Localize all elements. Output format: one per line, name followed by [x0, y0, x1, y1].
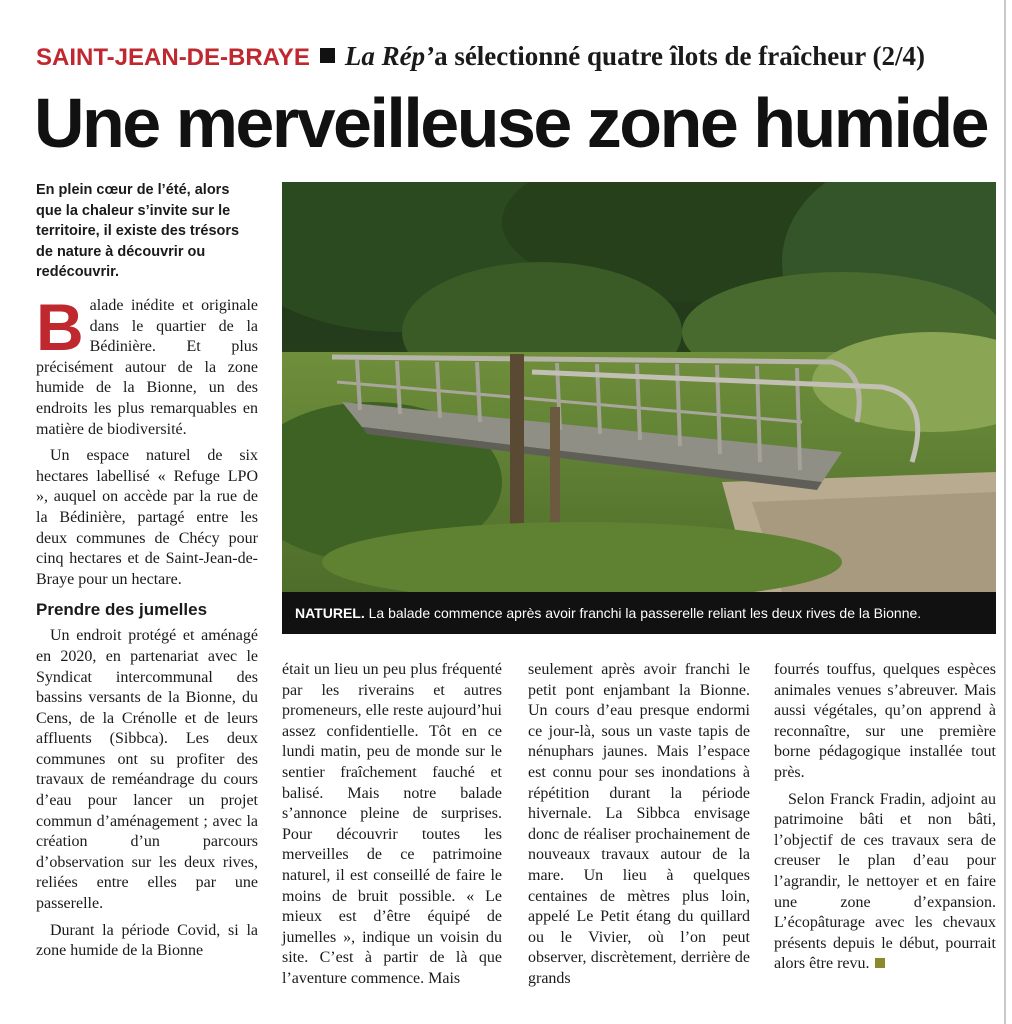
- paragraph-covid-start: Durant la période Covid, si la zone humide de la Bionne: [36, 921, 258, 960]
- photo-caption: [282, 592, 996, 634]
- subheading: Prendre des jumelles: [36, 600, 208, 620]
- paragraph-sibbca: Un endroit protégé et aménagé en 2020, en partenariat avec le Syndicat intercommunal des bassins versants de la Bionne, du Cens, de la Crénolle et de leurs affluents (Sibbca). Les deux communes ont su profiter des travaux de reméandrage du cours d’eau pour lancer un projet commun d’aménagement ; avec la création d’un parcours d’observation sur les deux rives, reliées entre elles par une passerelle.: [36, 627, 258, 913]
- headline: Une merveilleuse zone humide: [34, 84, 988, 162]
- paragraph-refuge: Un espace naturel de six hectares labellisé « Refuge LPO », auquel on accède par la rue de la Bédinière, partagé entre les deux communes de Chécy pour cinq hectares et de Saint-Jean-de-Braye pour un hectare.: [36, 447, 258, 588]
- paragraph-pont: seulement après avoir franchi le petit pont enjambant la Bionne. Un cours d’eau presque endormi ce jour-là, sous un vaste tapis de nénuphars jaunes. Mais l’espace est connu pour ses inondations à répétition durant la période hivernale. La Sibbca envisage donc de réaliser prochainement de nouveaux travaux autour de la mare. Un lieu à quelques centaines de mètres plus loin, appelé Le Petit étang du quillard ou le Vivier, où l’on peut observer, discrètement, derrière de grands: [528, 661, 750, 987]
- kicker-square-icon: [320, 48, 335, 63]
- article-column-1: [36, 290, 258, 968]
- paragraph-especes: fourrés touffus, quelques espèces animales venues s’abreuver. Mais aussi végétales, qu’on apprend à reconnaître, sur une première borne pédagogique installée tout près.: [774, 661, 996, 781]
- end-mark-icon: [875, 958, 885, 968]
- kicker-text: a sélectionné quatre îlots de fraîcheur (2/4): [434, 41, 925, 71]
- kicker: [36, 38, 996, 74]
- article-photo: [282, 182, 996, 634]
- footbridge-photo-illustration: [282, 182, 996, 592]
- article-column-2: [282, 660, 502, 996]
- paragraph-intro: [36, 290, 258, 440]
- drop-cap: B: [36, 290, 84, 364]
- kicker-location: SAINT-JEAN-DE-BRAYE: [36, 44, 310, 71]
- article-column-3: [528, 660, 750, 996]
- kicker-publication: La Rép’: [344, 41, 435, 71]
- caption-text: La balade commence après avoir franchi la passerelle reliant les deux rives de la Bionne.: [368, 605, 922, 621]
- paragraph-covid-cont: était un lieu un peu plus fréquenté par les riverains et autres promeneurs, elle reste aujourd’hui assez confidentielle. Tôt en ce lundi matin, peu de monde sur le sentier fraîchement fauché et balisé. Mais notre balade s’annonce pleine de surprises. Pour découvrir toutes les merveilles de ce patrimoine naturel, il est conseillé de faire le moins de bruit possible. « Le mieux est d’être équipé de jumelles », indique un voisin du site. C’est à partir de là que l’aventure commence. Mais: [282, 661, 502, 987]
- page-edge-rule: [1004, 0, 1006, 1024]
- paragraph-fradin: [774, 790, 996, 975]
- article-column-4: [774, 660, 996, 981]
- paragraph-fradin-text: Selon Franck Fradin, adjoint au patrimoine bâti et non bâti, l’objectif de ces travaux sera de creuser le plan d’eau pour l’agrandir, le nettoyer et en faire une zone d’expansion. L’écopâturage avec les chevaux présents depuis le début, pourrait alors être revu.: [774, 790, 996, 973]
- caption-label: NATUREL.: [295, 605, 365, 621]
- paragraph-intro-text: alade inédite et originale dans le quartier de la Bédinière. Et plus précisément autour de la zone humide de la Bionne, un des endroits les plus remarquables en matière de biodiversité.: [36, 297, 258, 438]
- lede: En plein cœur de l’été, alors que la chaleur s’invite sur le territoire, il existe des trésors de nature à découvrir ou redécouvrir.: [36, 182, 240, 280]
